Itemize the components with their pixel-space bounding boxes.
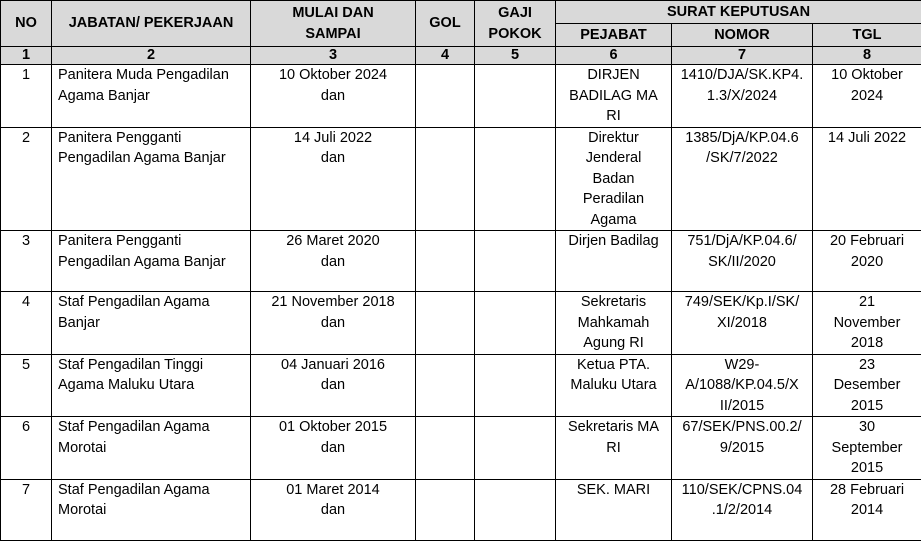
cell-pejabat-line: BADILAG MA [569, 87, 658, 104]
cell-nomor-line: /SK/7/2022 [706, 150, 778, 166]
cell-jabatan-line: Staf Pengadilan Agama [58, 294, 210, 310]
cell-nomor-line: SK/II/2020 [708, 253, 776, 270]
cell-jabatan-line: Panitera Pengganti [58, 233, 182, 249]
table-row [1, 479, 921, 540]
header-gaji-line2: POKOK [488, 25, 542, 42]
cell-tgl-line: 2020 [850, 253, 884, 270]
cell-tgl-line: 23 [858, 356, 876, 373]
cell-pejabat-line: Sekretaris [580, 294, 647, 310]
cell-pejabat-line: Agung RI [583, 335, 644, 351]
cell-pejabat-line: Jenderal [585, 150, 642, 166]
header-mulai-line2: SAMPAI [305, 25, 361, 42]
cell-gol [416, 354, 475, 417]
cell-jabatan-line: Agama Maluku Utara [58, 377, 195, 393]
cell-tgl-line: September [831, 439, 903, 456]
cell-pejabat [556, 292, 672, 355]
cell-gol [416, 65, 475, 128]
column-number-row [1, 47, 921, 65]
cell-nomor-line: W29- [724, 356, 760, 373]
table-header [1, 1, 921, 65]
cell-mulai [251, 127, 416, 231]
cell-mulai-line: dan [320, 150, 346, 166]
cell-jabatan-line: Agama Banjar [58, 87, 150, 104]
cell-tgl [813, 127, 921, 231]
cell-nomor [672, 231, 813, 292]
header-gaji [475, 1, 556, 47]
cell-mulai [251, 354, 416, 417]
cell-mulai [251, 231, 416, 292]
cell-jabatan-line: Staf Pengadilan Agama [58, 419, 210, 435]
cell-jabatan-line: Panitera Pengganti [58, 129, 182, 146]
cell-nomor [672, 292, 813, 355]
cell-gol [416, 417, 475, 480]
table-row [1, 417, 921, 480]
cell-pejabat [556, 417, 672, 480]
cell-mulai-line: 14 Juli 2022 [293, 129, 373, 146]
cell-gaji-pokok [475, 65, 556, 128]
cell-no: 3 [1, 231, 52, 292]
cell-tgl [813, 479, 921, 540]
cell-mulai-line: 21 November 2018 [271, 294, 395, 310]
cell-no: 1 [1, 65, 52, 128]
column-number: 3 [251, 47, 416, 65]
cell-mulai-line: dan [320, 439, 346, 456]
cell-tgl [813, 65, 921, 128]
header-nomor: NOMOR [672, 24, 813, 47]
cell-tgl-line: 2024 [850, 87, 884, 104]
cell-jabatan-line: Pengadilan Agama Banjar [58, 150, 226, 166]
cell-pejabat [556, 479, 672, 540]
cell-tgl [813, 354, 921, 417]
column-number: 8 [813, 47, 921, 65]
cell-tgl-line: 2015 [850, 397, 884, 414]
cell-jabatan [52, 292, 251, 355]
cell-gaji-pokok [475, 417, 556, 480]
cell-no: 4 [1, 292, 52, 355]
column-number: 5 [475, 47, 556, 65]
column-number: 4 [416, 47, 475, 65]
cell-gaji-pokok [475, 127, 556, 231]
header-jabatan: JABATAN/ PEKERJAAN [52, 1, 251, 47]
cell-pejabat [556, 65, 672, 128]
cell-pejabat-line: Mahkamah [577, 314, 650, 331]
cell-gol [416, 479, 475, 540]
cell-tgl-line: 30 [858, 419, 876, 435]
column-number: 6 [556, 47, 672, 65]
table-row [1, 292, 921, 355]
cell-pejabat-line: Sekretaris MA [567, 419, 660, 435]
cell-tgl-line: Desember [833, 377, 901, 393]
cell-pejabat-line: Peradilan [582, 191, 645, 207]
cell-mulai-line: dan [320, 87, 346, 104]
cell-nomor [672, 417, 813, 480]
column-number: 2 [52, 47, 251, 65]
cell-jabatan [52, 479, 251, 540]
cell-pejabat [556, 231, 672, 292]
header-mulai-line1: MULAI DAN [292, 4, 374, 21]
cell-mulai-line: dan [320, 377, 346, 393]
column-number: 7 [672, 47, 813, 65]
cell-nomor-line: 1.3/X/2024 [706, 87, 778, 104]
cell-gaji-pokok [475, 479, 556, 540]
cell-mulai-line: dan [320, 314, 346, 331]
cell-tgl-line: 2014 [850, 502, 884, 518]
cell-tgl-line: 2018 [850, 335, 884, 351]
cell-jabatan-line: Panitera Muda Pengadilan [58, 67, 229, 83]
cell-nomor [672, 65, 813, 128]
cell-tgl-line: 28 Februari [829, 481, 905, 498]
cell-pejabat [556, 127, 672, 231]
cell-jabatan-line: Morotai [58, 439, 107, 456]
cell-tgl-line: 21 [858, 294, 876, 310]
cell-gaji-pokok [475, 354, 556, 417]
cell-pejabat-line: RI [606, 439, 621, 456]
cell-jabatan-line: Morotai [58, 502, 107, 518]
header-tgl: TGL [813, 24, 921, 47]
cell-tgl [813, 292, 921, 355]
cell-pejabat-line: Agama [590, 211, 637, 228]
cell-tgl-line: 10 Oktober [831, 67, 903, 83]
cell-tgl [813, 417, 921, 480]
header-mulai [251, 1, 416, 47]
cell-jabatan [52, 65, 251, 128]
cell-tgl-line: 14 Juli 2022 [827, 129, 907, 146]
cell-mulai-line: 26 Maret 2020 [286, 233, 380, 249]
cell-nomor-line: 9/2015 [719, 439, 765, 456]
cell-nomor-line: 110/SEK/CPNS.04 [681, 481, 803, 498]
cell-no: 7 [1, 479, 52, 540]
cell-mulai [251, 65, 416, 128]
cell-tgl [813, 231, 921, 292]
column-number: 1 [1, 47, 52, 65]
cell-nomor-line: 1410/DJA/SK.KP4. [680, 67, 804, 83]
header-surat-keputusan: SURAT KEPUTUSAN [556, 1, 921, 24]
table-row [1, 354, 921, 417]
table-body [1, 65, 921, 541]
cell-nomor-line: 67/SEK/PNS.00.2/ [682, 419, 802, 435]
cell-mulai-line: 04 Januari 2016 [281, 356, 385, 373]
cell-pejabat-line: SEK. MARI [576, 481, 651, 498]
cell-tgl-line: 20 Februari [829, 233, 905, 249]
cell-gol [416, 292, 475, 355]
cell-jabatan-line: Pengadilan Agama Banjar [58, 253, 226, 270]
cell-mulai [251, 479, 416, 540]
cell-jabatan [52, 354, 251, 417]
cell-nomor-line: 1385/DjA/KP.04.6 [685, 129, 799, 146]
cell-jabatan-line: Staf Pengadilan Tinggi [58, 356, 204, 373]
cell-nomor-line: 749/SEK/Kp.I/SK/ [684, 294, 800, 310]
cell-nomor-line: A/1088/KP.04.5/X [685, 377, 799, 393]
cell-mulai [251, 292, 416, 355]
cell-nomor [672, 354, 813, 417]
cell-tgl-line: 2015 [850, 460, 884, 476]
cell-tgl-line: November [833, 314, 901, 331]
cell-nomor [672, 479, 813, 540]
cell-pejabat-line: RI [606, 108, 621, 124]
cell-no: 6 [1, 417, 52, 480]
cell-mulai-line: 01 Maret 2014 [286, 481, 380, 498]
cell-mulai-line: 01 Oktober 2015 [278, 419, 388, 435]
cell-pejabat-line: Dirjen Badilag [568, 233, 659, 249]
cell-no: 2 [1, 127, 52, 231]
cell-nomor-line: .1/2/2014 [711, 502, 773, 518]
cell-jabatan [52, 127, 251, 231]
cell-jabatan [52, 231, 251, 292]
cell-mulai-line: 10 Oktober 2024 [278, 67, 388, 83]
cell-nomor [672, 127, 813, 231]
cell-gol [416, 127, 475, 231]
table-row [1, 231, 921, 292]
cell-pejabat-line: Badan [592, 170, 635, 187]
cell-jabatan-line: Banjar [58, 314, 100, 331]
cell-jabatan [52, 417, 251, 480]
cell-pejabat [556, 354, 672, 417]
cell-nomor-line: XI/2018 [717, 314, 767, 331]
cell-pejabat-line: Maluku Utara [570, 377, 657, 393]
header-no: NO [1, 1, 52, 47]
header-gaji-line1: GAJI [498, 4, 532, 21]
cell-gaji-pokok [475, 231, 556, 292]
cell-pejabat-line: DIRJEN [587, 67, 640, 83]
cell-nomor-line: II/2015 [719, 397, 765, 414]
table-row [1, 65, 921, 128]
table-row [1, 127, 921, 231]
cell-pejabat-line: Ketua PTA. [576, 356, 651, 373]
cell-mulai-line: dan [320, 253, 346, 270]
cell-nomor-line: 751/DjA/KP.04.6/ [687, 233, 797, 249]
cell-no: 5 [1, 354, 52, 417]
header-gol: GOL [416, 1, 475, 47]
cell-pejabat-line: Direktur [588, 129, 639, 146]
cell-jabatan-line: Staf Pengadilan Agama [58, 481, 210, 498]
cell-gaji-pokok [475, 292, 556, 355]
cell-gol [416, 231, 475, 292]
cell-mulai [251, 417, 416, 480]
header-pejabat: PEJABAT [556, 24, 672, 47]
cell-mulai-line: dan [320, 502, 346, 518]
